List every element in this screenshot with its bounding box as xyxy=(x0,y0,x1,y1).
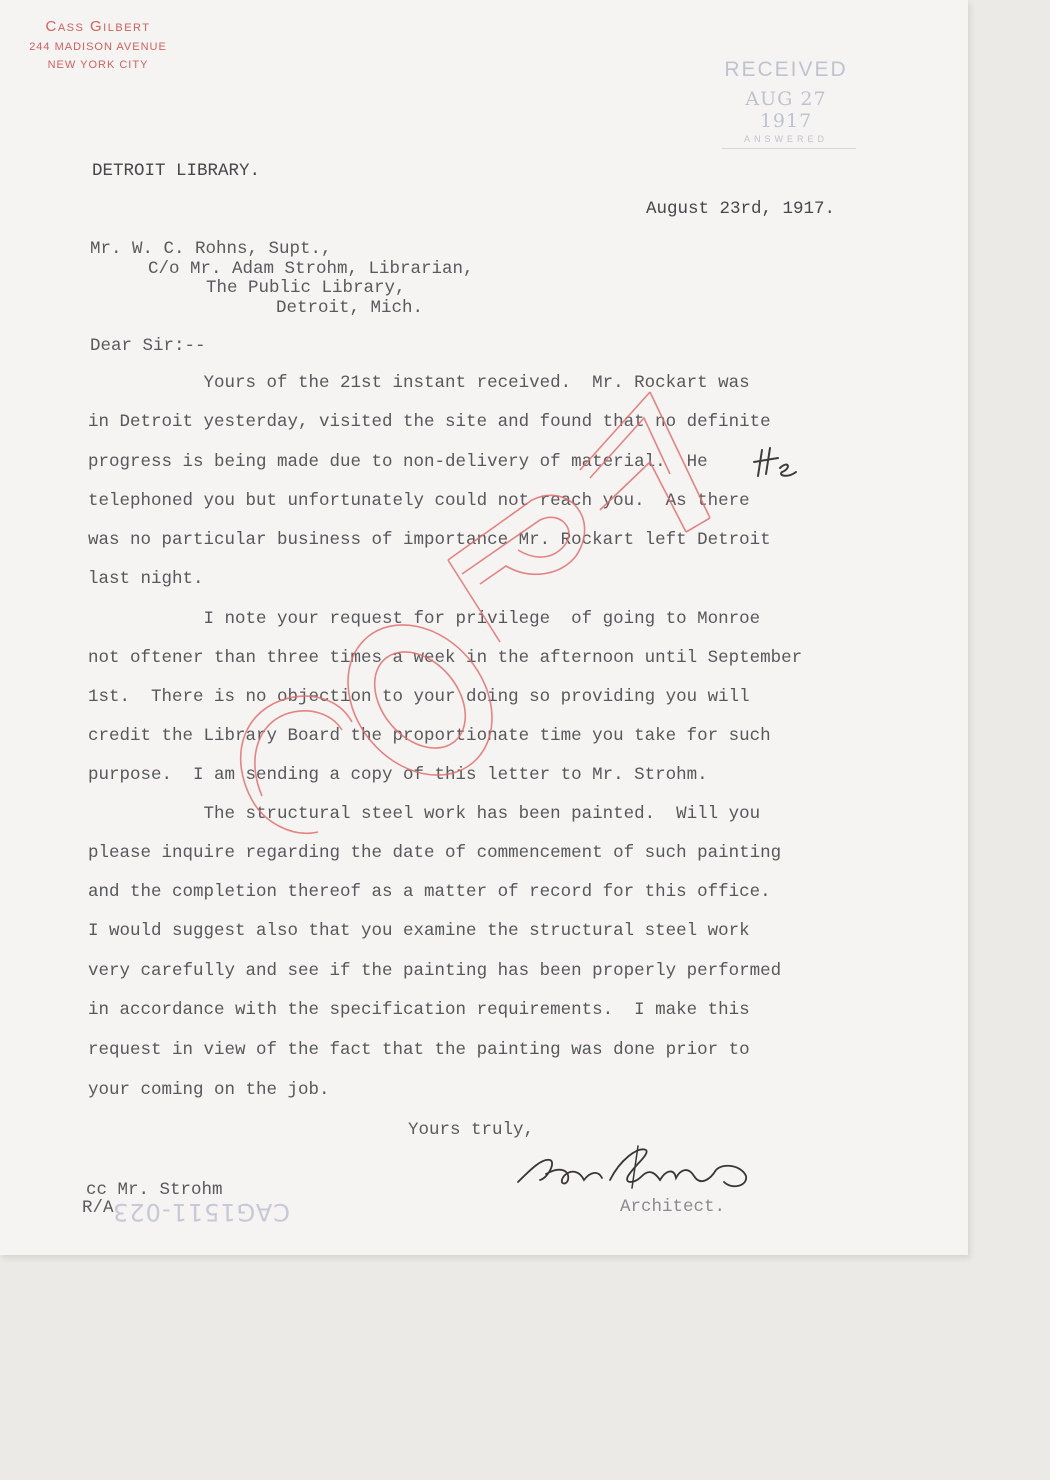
archive-number xyxy=(78,1198,290,1242)
letterhead-city: NEW YORK CITY xyxy=(47,59,149,71)
cc-line: cc Mr. Strohm xyxy=(86,1180,223,1200)
signature-title: Architect. xyxy=(620,1197,726,1217)
body-line: credit the Library Board the proportionate time you take for such xyxy=(88,726,771,746)
handwritten-he xyxy=(752,446,812,486)
body-line: in accordance with the specification requirements. I make this xyxy=(88,1000,750,1020)
initials: R/A xyxy=(82,1198,114,1218)
body-line: Yours of the 21st instant received. Mr. Rockart was xyxy=(88,373,750,393)
body-line: not oftener than three times a week in the afternoon until September xyxy=(88,648,803,668)
address-line-2: C/o Mr. Adam Strohm, Librarian, xyxy=(148,259,474,279)
body-line: and the completion thereof as a matter of record for this office. xyxy=(88,882,771,902)
salutation: Dear Sir:-- xyxy=(90,336,206,356)
letterhead-address: 244 MADISON AVENUE xyxy=(29,41,167,53)
body-line: 1st. There is no objection to your doing so providing you will xyxy=(88,687,750,707)
body-line: request in view of the fact that the painting was done prior to xyxy=(88,1040,750,1060)
letter-heading: DETROIT LIBRARY. xyxy=(92,161,261,181)
received-label: RECEIVED xyxy=(724,58,848,81)
stamp-underline xyxy=(722,148,856,149)
address-line-1: Mr. W. C. Rohns, Supt., xyxy=(90,239,332,259)
archive-number-text: CAG1511-023 xyxy=(112,1198,290,1226)
body-line: please inquire regarding the date of commencement of such painting xyxy=(88,843,782,863)
body-line: in Detroit yesterday, visited the site and found that no definite xyxy=(88,412,771,432)
body-line: I would suggest also that you examine the structural steel work xyxy=(88,921,750,941)
body-line: your coming on the job. xyxy=(88,1080,330,1100)
closing: Yours truly, xyxy=(408,1120,535,1140)
letterhead xyxy=(0,18,196,71)
received-date: AUG 27 1917 xyxy=(745,88,827,132)
body-line: I note your request for privilege of going to Monroe xyxy=(88,609,761,629)
letterhead-name: Cass Gilbert xyxy=(45,18,151,35)
address-line-3: The Public Library, xyxy=(206,278,406,298)
received-stamp xyxy=(716,58,856,154)
copy-stamp xyxy=(200,370,760,900)
body-line: was no particular business of importance Mr. Rockart left Detroit xyxy=(88,530,771,550)
body-line: telephoned you but unfortunately could not reach you. As there xyxy=(88,491,750,511)
body-line: last night. xyxy=(88,569,204,589)
answered-label: ANSWERED xyxy=(743,134,828,144)
body-line: very carefully and see if the painting has been properly performed xyxy=(88,961,782,981)
letter-date: August 23rd, 1917. xyxy=(646,199,836,219)
signature-image xyxy=(510,1140,760,1200)
body-line: progress is being made due to non-delivery of material. He xyxy=(88,452,708,472)
address-line-4: Detroit, Mich. xyxy=(276,298,424,318)
body-line: The structural steel work has been painted. Will you xyxy=(88,804,761,824)
body-line: purpose. I am sending a copy of this letter to Mr. Strohm. xyxy=(88,765,708,785)
